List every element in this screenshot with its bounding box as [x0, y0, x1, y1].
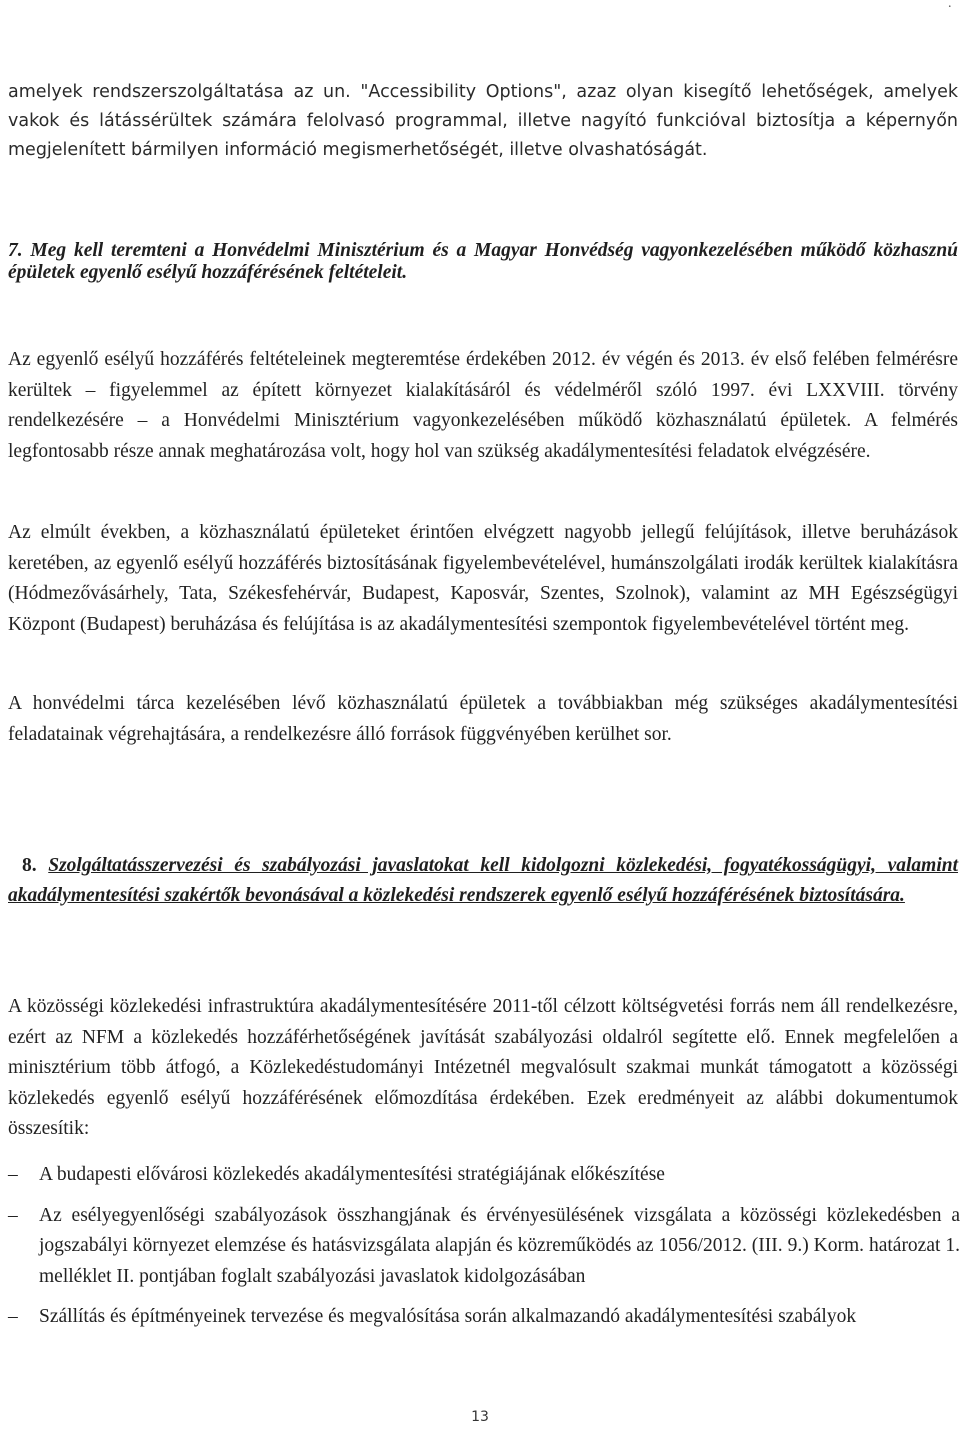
heading-section-8 — [8, 851, 958, 911]
list-item — [8, 1201, 960, 1293]
list-item-text: Szállítás és építményeinek tervezése és megvalósítása során alkalmazandó akadálymentesítési szabályok — [39, 1306, 857, 1327]
heading-7-number: 7. — [8, 240, 23, 261]
paragraph-survey: Az egyenlő esélyű hozzáférés feltételeinek megteremtése érdekében 2012. év végén és 2013. év első felében felmérésre kerültek – figyelemmel az épített környezet kialakításáról és védelméről szóló 1997. évi LXXVIII. törvény rendelkezésére – a Honvédelmi Minisztérium vagyonkezelésében működő közhasználatú épületek. A felmérés legfontosabb része annak meghatározása volt, hogy hol van szükség akadálymentesítési feladatok elvégzésére. — [8, 349, 958, 462]
heading-8-text: Szolgáltatásszervezési és szabályozási javaslatokat kell kidolgozni közlekedési, fogyatékosságügyi, valamint akadálymentesítési szakértők bevonásával a közlekedési rendszerek egyenlő esélyű hozzáférésének biztosítására. — [8, 855, 959, 906]
paragraph-accessibility-options: amelyek rendszerszolgáltatása az un. "Accessibility Options", azaz olyan kisegítő lehetőségek, amelyek vakok és látássérültek számára felolvasó programmal, illetve nagyító funkcióval biztosítja a képernyőn megjelenített bármilyen információ megismerhetőségét, illetve olvashatóságát. — [8, 82, 958, 160]
list-item-text: A budapesti elővárosi közlekedés akadálymentesítési stratégiájának előkészítése — [39, 1164, 665, 1185]
list-item-text: Az esélyegyenlőségi szabályozások összhangjának és érvényesülésének vizsgálata a közösségi közlekedésben a jogszabályi környezet elemzése és hatásvizsgálata alapján és közreműködés az 1056/2012. (III. 9.) Korm. határozat 1. melléklet II. pontjában foglalt szabályozási javaslatok kidolgozásában — [39, 1204, 960, 1287]
paragraph-further-tasks: A honvédelmi tárca kezelésében lévő közhasználatú épületek a továbbiakban még szükséges akadálymentesítési feladatainak végrehajtására, a rendelkezésre álló források függvényében kerülhet sor. — [8, 693, 958, 745]
paragraph-renovations: Az elmúlt években, a közhasználatú épületeket érintően elvégzett nagyobb jellegű felújítások, illetve beruházások keretében, az egyenlő esélyű hozzáférés biztosításának figyelembevételével, humánszolgálati irodák kerültek kialakításra (Hódmezővásárhely, Tata, Székesfehérvár, Budapest, Kaposvár, Szentes, Szolnok), valamint az MH Egészségügyi Központ (Budapest) beruházása és felújítása is az akadálymentesítési szempontok figyelembevételével történt meg. — [8, 522, 958, 635]
heading-section-7 — [8, 240, 958, 284]
list-dash: – — [8, 1164, 18, 1185]
page-number: 13 — [471, 1409, 489, 1425]
paragraph-public-transport: A közösségi közlekedési infrastruktúra akadálymentesítésére 2011-től célzott költségvetési forrás nem áll rendelkezésre, ezért az NFM a közlekedés hozzáférhetőségének javítását szabályozási oldalról segítette elő. Ennek megfelelően a minisztérium több átfogó, a Közlekedéstudományi Intézetnél megvalósult szakmai munkát támogatott a közösségi közlekedés egyenlő esélyű hozzáférésének előmozdítása érdekében. Ezek eredményeit az alábbi dokumentumok összesítik: — [8, 996, 958, 1139]
top-mark: . — [948, 0, 952, 11]
heading-8-number: 8. — [22, 855, 37, 876]
heading-7-text: Meg kell teremteni a Honvédelmi Minisztérium és a Magyar Honvédség vagyonkezelésében működő közhasznú épületek egyenlő esélyű hozzáférésének feltételeit. — [8, 240, 959, 283]
list-item — [8, 1160, 960, 1191]
list-dash: – — [8, 1306, 18, 1327]
document-list — [8, 1160, 960, 1343]
list-item — [8, 1302, 960, 1333]
list-dash: – — [8, 1204, 18, 1226]
